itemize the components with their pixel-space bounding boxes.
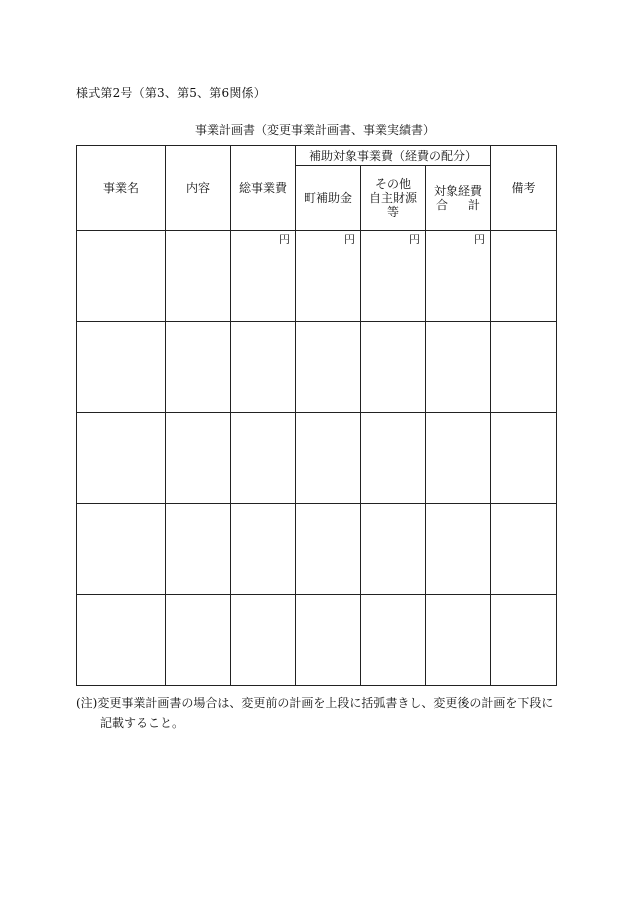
footnote — [76, 693, 566, 733]
cell-town-subsidy[interactable] — [296, 413, 361, 504]
cell-town-subsidy[interactable] — [296, 595, 361, 686]
document-title: 事業計画書（変更事業計画書、事業実績書） — [194, 123, 435, 137]
footnote-line1: (注)変更事業計画書の場合は、変更前の計画を上段に括弧書きし、変更後の計画を下段に — [76, 696, 554, 710]
table-row — [77, 595, 557, 686]
cell-other-own-funds[interactable] — [361, 504, 426, 595]
header-remarks: 備考 — [491, 146, 557, 231]
header-other-line3: 等 — [386, 205, 399, 219]
cell-eligible-total[interactable] — [426, 413, 491, 504]
cell-total-cost[interactable] — [231, 413, 296, 504]
cell-total-cost[interactable] — [231, 231, 296, 322]
business-plan-table — [76, 145, 557, 686]
cell-project-name[interactable] — [77, 231, 166, 322]
cell-project-name[interactable] — [77, 322, 166, 413]
table-row — [77, 504, 557, 595]
cell-remarks[interactable] — [491, 322, 557, 413]
header-content: 内容 — [166, 146, 231, 231]
header-eligible-line2-a: 合 — [436, 198, 449, 212]
header-eligible-total — [426, 166, 491, 231]
header-other-own-funds — [361, 166, 426, 231]
cell-project-name[interactable] — [77, 413, 166, 504]
cell-eligible-total[interactable] — [426, 231, 491, 322]
cell-remarks[interactable] — [491, 504, 557, 595]
cell-project-name[interactable] — [77, 595, 166, 686]
yen-unit: 円 — [279, 233, 290, 246]
cell-content[interactable] — [166, 413, 231, 504]
cell-town-subsidy[interactable] — [296, 231, 361, 322]
header-other-line1: その他 — [374, 177, 411, 191]
header-row-top — [77, 146, 557, 166]
cell-other-own-funds[interactable] — [361, 322, 426, 413]
cell-eligible-total[interactable] — [426, 595, 491, 686]
header-town-subsidy: 町補助金 — [296, 166, 361, 231]
cell-other-own-funds[interactable] — [361, 413, 426, 504]
cell-total-cost[interactable] — [231, 322, 296, 413]
header-eligible-line1: 対象経費 — [434, 184, 483, 198]
header-project-name: 事業名 — [77, 146, 166, 231]
cell-remarks[interactable] — [491, 231, 557, 322]
cell-content[interactable] — [166, 231, 231, 322]
header-total-cost: 総事業費 — [231, 146, 296, 231]
cell-eligible-total[interactable] — [426, 504, 491, 595]
yen-unit: 円 — [409, 233, 420, 246]
table-row — [77, 413, 557, 504]
cell-content[interactable] — [166, 504, 231, 595]
header-subsidy-group: 補助対象事業費（経費の配分） — [296, 146, 491, 166]
cell-eligible-total[interactable] — [426, 322, 491, 413]
table-row — [77, 322, 557, 413]
footnote-line2: 記載すること。 — [100, 716, 185, 730]
cell-town-subsidy[interactable] — [296, 322, 361, 413]
cell-other-own-funds[interactable] — [361, 595, 426, 686]
cell-total-cost[interactable] — [231, 595, 296, 686]
cell-town-subsidy[interactable] — [296, 504, 361, 595]
yen-unit: 円 — [474, 233, 486, 246]
cell-content[interactable] — [166, 322, 231, 413]
header-other-line2: 自主財源 — [368, 191, 417, 205]
form-number-label: 様式第2号（第3、第5、第6関係） — [76, 86, 266, 100]
cell-remarks[interactable] — [491, 413, 557, 504]
yen-unit: 円 — [344, 233, 355, 246]
cell-other-own-funds[interactable] — [361, 231, 426, 322]
table-row — [77, 231, 557, 322]
header-eligible-line2-b: 計 — [468, 198, 481, 212]
cell-content[interactable] — [166, 595, 231, 686]
cell-remarks[interactable] — [491, 595, 557, 686]
cell-project-name[interactable] — [77, 504, 166, 595]
cell-total-cost[interactable] — [231, 504, 296, 595]
header-eligible-line2 — [426, 198, 490, 212]
